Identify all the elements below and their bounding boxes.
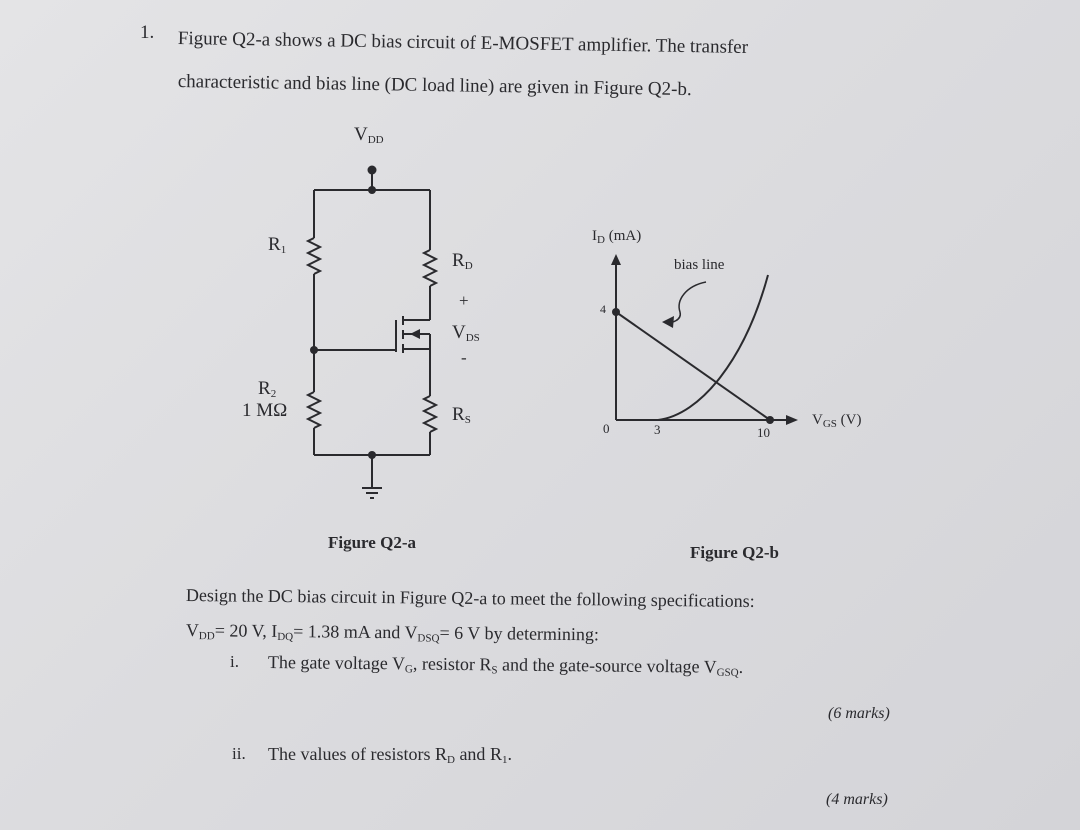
annotation-arrowhead: [662, 316, 674, 328]
circuit-figure-q2a: [308, 166, 436, 499]
bias-line-annotation: bias line: [674, 257, 725, 273]
rs-resistor: [424, 396, 436, 432]
annotation-pointer: [664, 282, 706, 323]
vdd-label: $V_{DD}$: [354, 124, 384, 146]
rs-label: $R_S$: [452, 404, 471, 426]
y-axis-label: $I_D$ (mA): [592, 228, 642, 246]
design-specs: $V_{DD}= 20$ V, $I_{DQ}= 1.38$ mA and $V_{DSQ}= 6$ V by determining:: [185, 620, 600, 645]
part-ii-marks: (4 marks): [826, 791, 888, 808]
part-i-number: i.: [230, 652, 239, 671]
question-intro-line2: characteristic and bias line (DC load line) are given in Figure Q2-b.: [177, 71, 692, 101]
point-x10: [766, 416, 774, 424]
body-arrow: [410, 329, 420, 339]
question-number: 1.: [140, 22, 155, 43]
question-intro-line1: Figure Q2-a shows a DC bias circuit of E-MOSFET amplifier. The transfer: [177, 28, 749, 58]
tick-label-0: 0: [603, 421, 610, 436]
y-axis-arrow: [611, 254, 621, 265]
r1-resistor: [308, 238, 320, 274]
point-y4: [612, 308, 620, 316]
vds-label: $V_{DS}$: [452, 322, 480, 344]
part-ii-text: The values of resistors $R_D$ and $R_1$.: [268, 744, 512, 766]
figure-q2a-caption: Figure Q2-a: [328, 533, 416, 552]
rd-label: $R_D$: [452, 250, 473, 272]
part-ii-number: ii.: [232, 744, 246, 763]
tick-label-3: 3: [654, 422, 661, 437]
r2-resistor: [308, 392, 320, 428]
design-intro: Design the DC bias circuit in Figure Q2-a to meet the following specifications:: [185, 585, 755, 611]
x-axis-label: $V_{GS}$ (V): [812, 412, 862, 430]
tick-label-10: 10: [757, 425, 770, 440]
transfer-curve: [658, 275, 768, 420]
vds-plus: +: [459, 291, 469, 310]
figure-q2b-caption: Figure Q2-b: [690, 543, 779, 562]
r2-value: 1 MΩ: [242, 400, 288, 421]
part-i-marks: (6 marks): [828, 705, 890, 722]
x-axis-arrow: [786, 415, 798, 425]
r1-label: $R_1$: [268, 234, 287, 256]
r2-label: $R_2$: [258, 378, 277, 400]
rd-resistor: [424, 250, 436, 286]
vds-minus: -: [461, 348, 467, 367]
tick-label-4: 4: [600, 302, 606, 316]
graph-figure-q2b: [611, 254, 798, 425]
part-i-text: The gate voltage $V_G$, resistor $R_S$ and the gate-source voltage $V_{GSQ}$.: [267, 652, 744, 679]
